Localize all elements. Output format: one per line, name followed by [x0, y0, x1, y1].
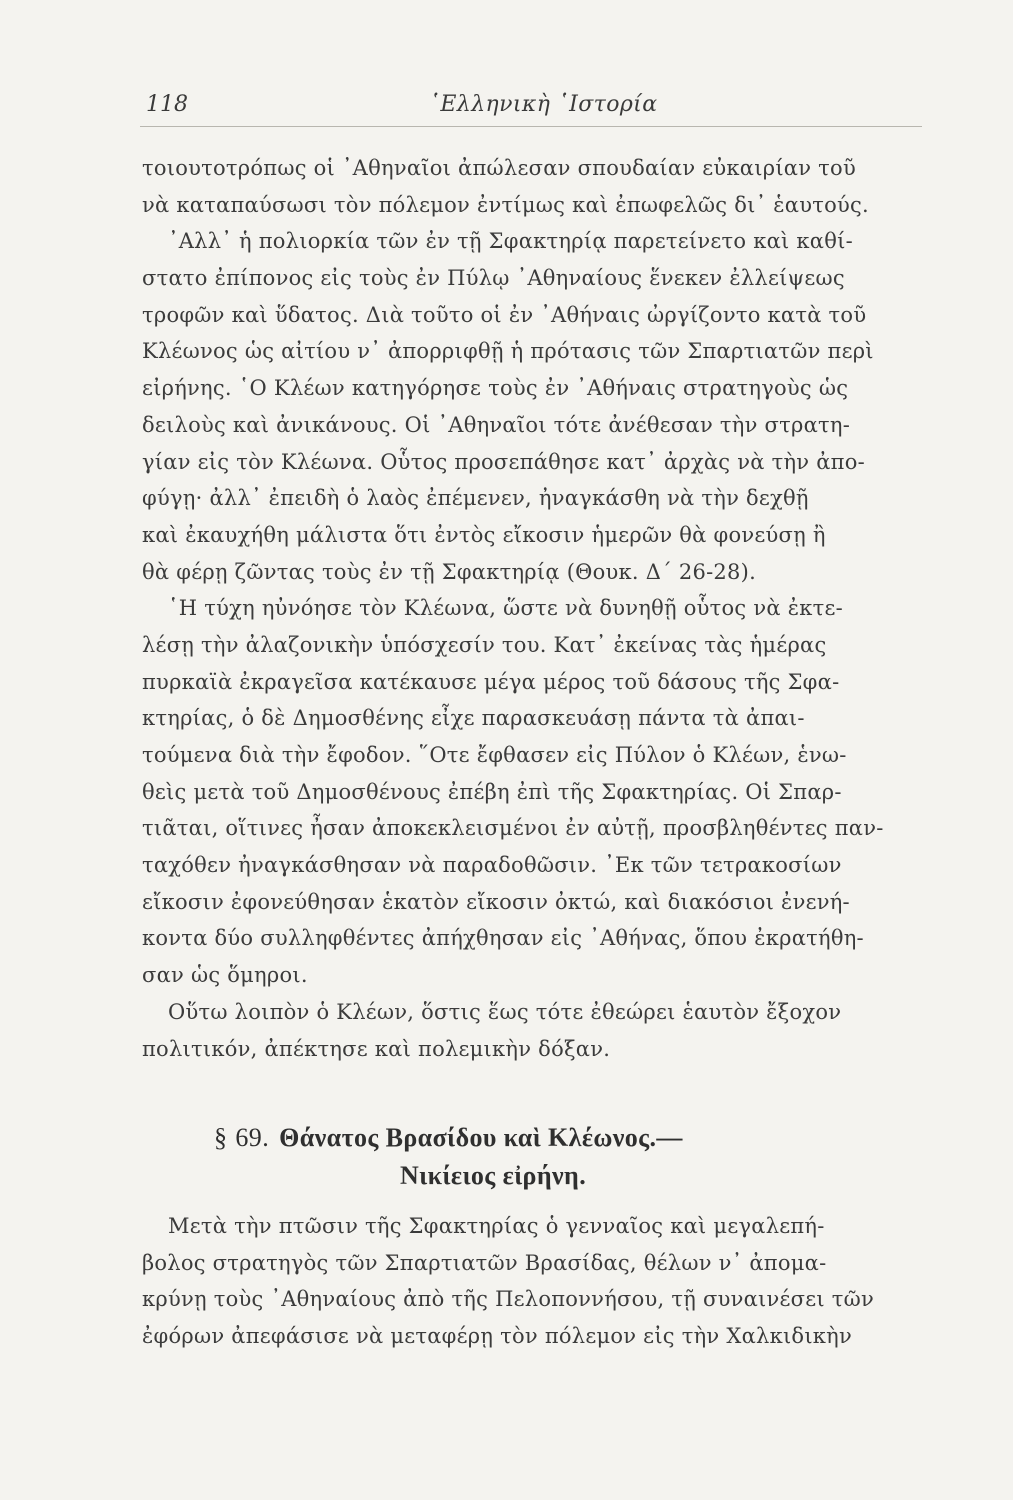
running-head: ῾Ελληνικὴ ῾Ιστορία	[429, 92, 658, 117]
body-text	[142, 150, 922, 1067]
text-line: κτηρίας, ὁ δὲ Δημοσθένης εἶχε παρασκευάσῃ πάντα τὰ ἀπαι-	[142, 706, 805, 731]
text-line: νὰ καταπαύσωσι τὸν πόλεμον ἐντίμως καὶ ἐπωφελῶς δι᾿ ἑαυτούς.	[142, 192, 869, 217]
text-line: λέσῃ τὴν ἀλαζονικὴν ὑπόσχεσίν του. Κατ᾿ ἐκείνας τὰς ἡμέρας	[142, 632, 827, 657]
text-line: σαν ὡς ὅμηροι.	[142, 963, 308, 988]
text-line: τροφῶν καὶ ὕδατος. Διὰ τοῦτο οἱ ἐν ᾿Αθήναις ὠργίζοντο κατὰ τοῦ	[142, 302, 867, 327]
text-line: ῾Η τύχη ηὐνόησε τὸν Κλέωνα, ὥστε νὰ δυνηθῇ οὗτος νὰ ἐκτε-	[168, 596, 843, 621]
section-title-line-2: Νικίειος εἰρήνη.	[400, 1161, 587, 1190]
text-line: κρύνῃ τοὺς ᾿Αθηναίους ἀπὸ τῆς Πελοποννήσου, τῇ συναινέσει τῶν	[142, 1287, 875, 1312]
text-line: θὰ φέρῃ ζῶντας τοὺς ἐν τῇ Σφακτηρίᾳ (Θουκ. Δ΄ 26-28).	[142, 559, 757, 584]
section-number: 69.	[235, 1123, 270, 1152]
text-line: θεὶς μετὰ τοῦ Δημοσθένους ἐπέβη ἐπὶ τῆς Σφακτηρίας. Οἱ Σπαρ-	[142, 779, 842, 804]
section-title-line-1: Θάνατος Βρασίδου καὶ Κλέωνος.—	[279, 1123, 683, 1152]
text-line: τιᾶται, οἵτινες ἦσαν ἀποκεκλεισμένοι ἐν αὐτῇ, προσβληθέντες παν-	[142, 816, 884, 841]
text-line: εἰρήνης. ῾Ο Κλέων κατηγόρησε τοὺς ἐν ᾿Αθήναις στρατηγοὺς ὡς	[142, 376, 849, 401]
text-line: βολος στρατηγὸς τῶν Σπαρτιατῶν Βρασίδας, θέλων ν᾿ ἀπομα-	[142, 1250, 827, 1275]
text-line: ᾿Αλλ᾿ ἡ πολιορκία τῶν ἐν τῇ Σφακτηρίᾳ παρετείνετο καὶ καθί-	[168, 229, 853, 254]
text-line: ἐφόρων ἀπεφάσισε νὰ μεταφέρῃ τὸν πόλεμον εἰς τὴν Χαλκιδικὴν	[142, 1324, 853, 1349]
text-line: πολιτικόν, ἀπέκτησε καὶ πολεμικὴν δόξαν.	[142, 1036, 611, 1061]
text-line: τούμενα διὰ τὴν ἔφοδον. ῞Οτε ἔφθασεν εἰς Πύλον ὁ Κλέων, ἑνω-	[142, 743, 847, 767]
page-number: 118	[146, 92, 188, 117]
section-symbol: §	[214, 1123, 228, 1152]
text-line: Κλέωνος ὡς αἰτίου ν᾿ ἀπορριφθῇ ἡ πρότασις τῶν Σπαρτιατῶν περὶ	[142, 339, 874, 364]
text-line: φύγῃ· ἀλλ᾿ ἐπειδὴ ὁ λαὸς ἐπέμενεν, ἠναγκάσθη νὰ τὴν δεχθῇ	[142, 486, 809, 511]
body-text-2	[142, 1208, 922, 1355]
page-header	[140, 92, 922, 127]
text-line: Οὕτω λοιπὸν ὁ Κλέων, ὅστις ἕως τότε ἐθεώρει ἑαυτὸν ἔξοχον	[168, 999, 842, 1024]
text-line: Μετὰ τὴν πτῶσιν τῆς Σφακτηρίας ὁ γενναῖος καὶ μεγαλεπή-	[168, 1214, 825, 1238]
section-heading	[214, 1118, 914, 1190]
text-line: πυρκαϊὰ ἐκραγεῖσα κατέκαυσε μέγα μέρος τοῦ δάσους τῆς Σφα-	[142, 669, 840, 694]
text-line: τοιουτοτρόπως οἱ ᾿Αθηναῖοι ἀπώλεσαν σπουδαίαν εὐκαιρίαν τοῦ	[142, 156, 856, 180]
text-line: καὶ ἐκαυχήθη μάλιστα ὅτι ἐντὸς εἴκοσιν ἡμερῶν θὰ φονεύσῃ ἢ	[142, 522, 826, 547]
text-line: στατο ἐπίπονος εἰς τοὺς ἐν Πύλῳ ᾿Αθηναίους ἕνεκεν ἐλλείψεως	[142, 266, 845, 291]
text-line: γίαν εἰς τὸν Κλέωνα. Οὗτος προσεπάθησε κατ᾿ ἀρχὰς νὰ τὴν ἀπο-	[142, 449, 865, 474]
text-line: ταχόθεν ἠναγκάσθησαν νὰ παραδοθῶσιν. ᾿Εκ τῶν τετρακοσίων	[142, 853, 842, 878]
text-line: κοντα δύο συλληφθέντες ἀπήχθησαν εἰς ᾿Αθήνας, ὅπου ἐκρατήθη-	[142, 926, 864, 951]
text-line: δειλοὺς καὶ ἀνικάνους. Οἱ ᾿Αθηναῖοι τότε ἀνέθεσαν τὴν στρατη-	[142, 412, 851, 437]
text-line: εἴκοσιν ἐφονεύθησαν ἑκατὸν εἴκοσιν ὀκτώ, καὶ διακόσιοι ἐνενή-	[142, 889, 850, 914]
